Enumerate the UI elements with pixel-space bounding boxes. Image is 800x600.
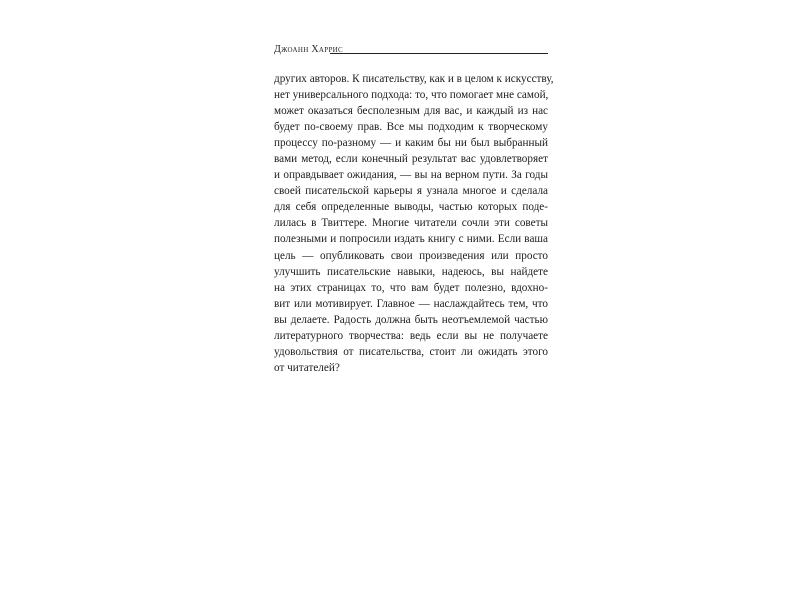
text-line: для себя определенные выводы, частью которых поде- (274, 201, 548, 214)
text-line: удовольствия от писательства, стоит ли ожидать этого (274, 345, 548, 358)
running-header-author: Джоанн Харрис (274, 44, 343, 55)
text-line: нет универсального подхода: то, что помогает мне самой, (274, 89, 549, 102)
text-line: процессу по-разному — и каким бы ни был выбранный (274, 137, 548, 150)
text-line: вит или мотивирует. Главное — наслаждайтесь тем, что (274, 297, 548, 310)
text-line: может оказаться бесполезным для вас, и каждый из нас (274, 105, 548, 118)
text-line: вами метод, если конечный результат вас удовлетворяет (274, 153, 548, 166)
text-line: литературного творчества: ведь если вы не получаете (274, 329, 548, 342)
running-header (274, 44, 548, 58)
text-line: вы делаете. Радость должна быть неотъемлемой частью (274, 313, 548, 326)
text-line: улучшить писательские навыки, надеюсь, вы найдете (274, 265, 548, 278)
text-line: будет по-своему прав. Все мы подходим к творческому (274, 121, 548, 134)
text-line: других авторов. К писательству, как и в целом к искусству, (274, 73, 554, 85)
text-line: своей писательской карьеры я узнала многое и сделала (274, 185, 548, 198)
body-paragraph (274, 71, 554, 376)
text-line: и оправдывает ожидания, — вы на верном пути. За годы (274, 169, 548, 182)
text-line: лилась в Твиттере. Многие читатели сочли эти советы (274, 217, 548, 230)
text-line: цель — опубликовать свои произведения или просто (274, 249, 548, 262)
header-rule (330, 53, 548, 54)
text-line: от читателей? (274, 361, 340, 374)
text-line: на этих страницах то, что вам будет полезно, вдохно- (274, 281, 548, 294)
text-line: полезными и попросили издать книгу с ними. Если ваша (274, 233, 548, 246)
